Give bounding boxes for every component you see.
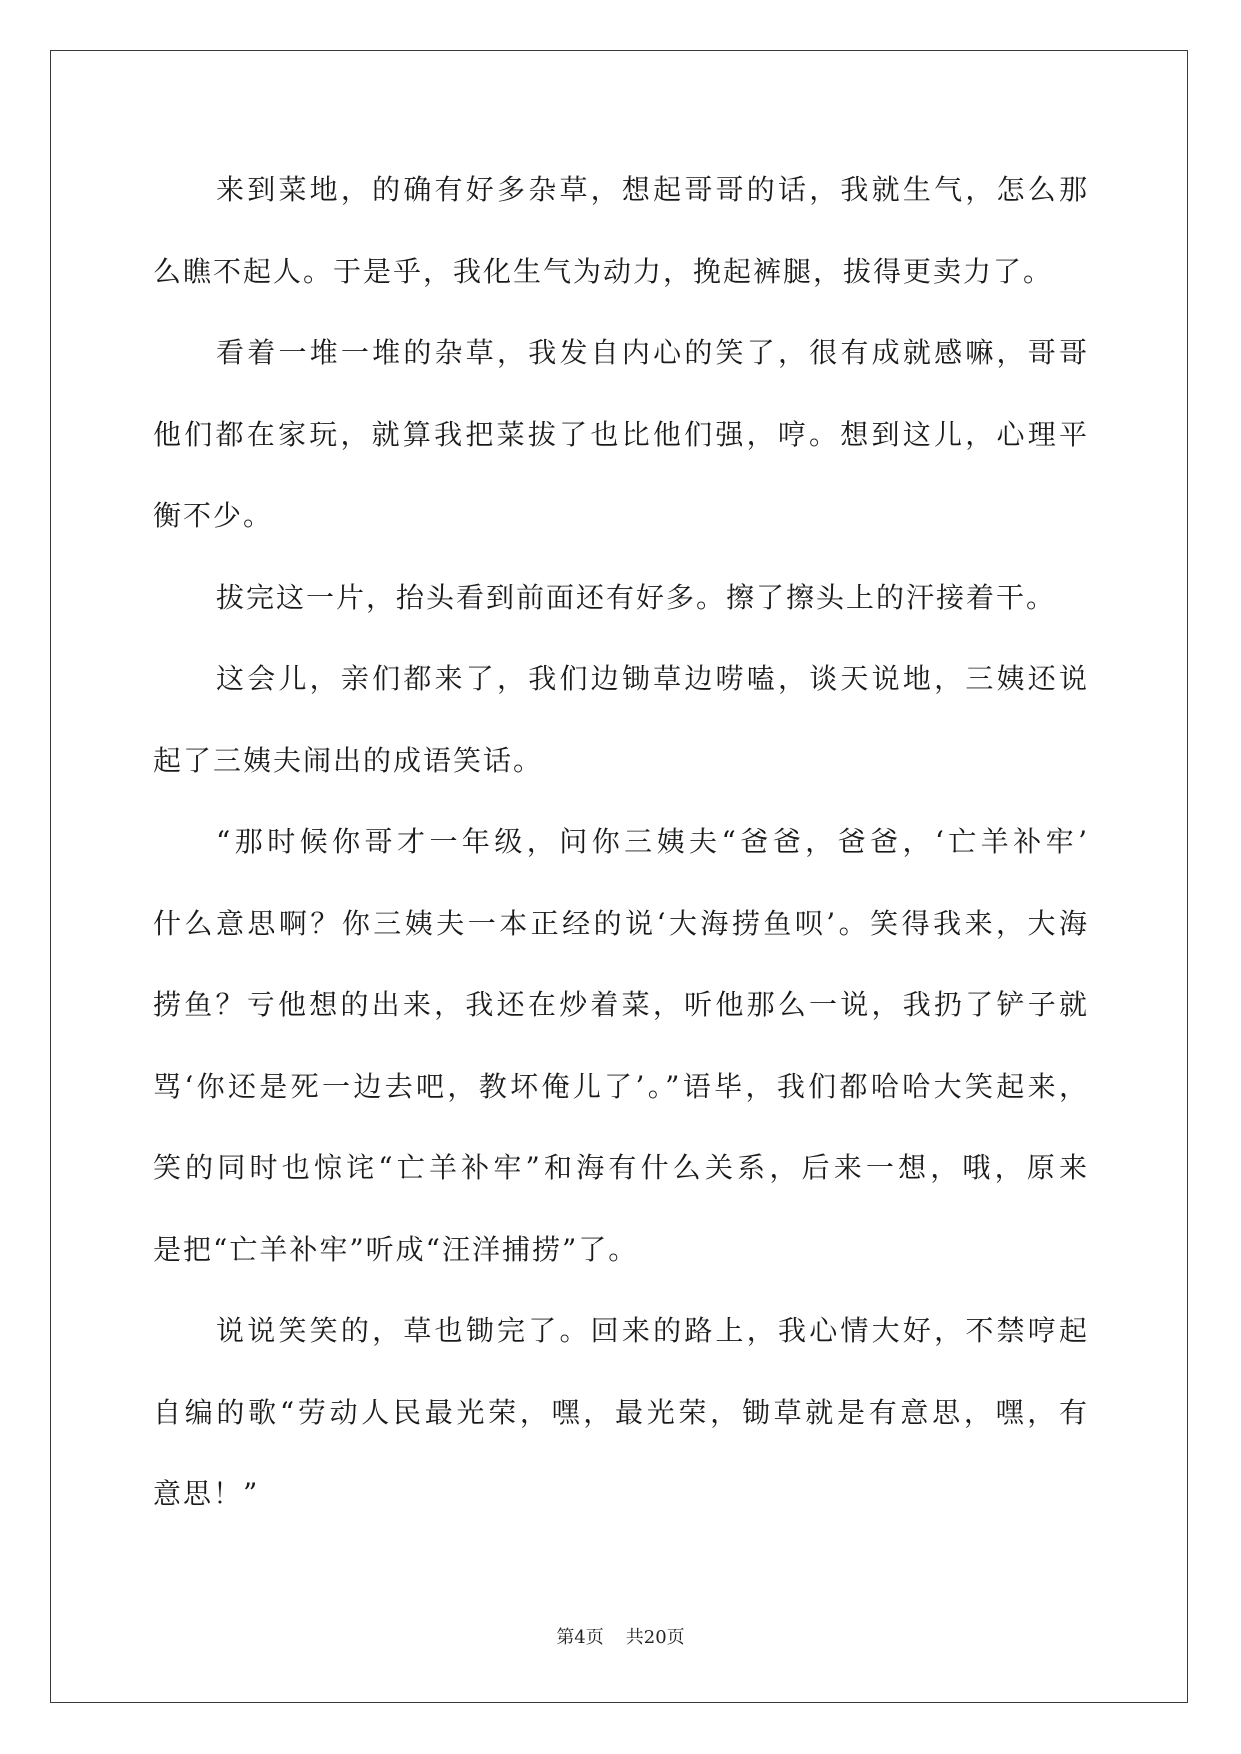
text-line: 捞鱼？亏他想的出来，我还在炒着菜，听他那么一说，我扔了铲子就 [153, 988, 1087, 1021]
paragraph [153, 801, 1087, 1290]
paragraph [153, 638, 1087, 801]
text-line: 看着一堆一堆的杂草，我发自内心的笑了，很有成就感嘛，哥哥 [216, 336, 1087, 369]
page-number: 第4页 [556, 1627, 604, 1648]
text-line: 什么意思啊？你三姨夫一本正经的说‘大海捞鱼呗’。笑得我来，大海 [153, 906, 1087, 940]
text-line: 衡不少。 [153, 499, 274, 532]
text-line: 是把“亡羊补牢”听成“汪洋捕捞”了。 [153, 1232, 639, 1266]
text-line: 骂‘你还是死一边去吧，教坏俺儿了’。”语毕，我们都哈哈大笑起来， [153, 1069, 1087, 1103]
text-line: “那时候你哥才一年级，问你三姨夫“爸爸，爸爸，‘亡羊补牢’ [216, 825, 1087, 858]
paragraph [153, 312, 1087, 557]
page-footer [0, 1626, 1241, 1650]
text-line: 他们都在家玩，就算我把菜拔了也比他们强，哼。想到这儿，心理平 [153, 417, 1087, 451]
text-line: 这会儿，亲们都来了，我们边锄草边唠嗑，谈天说地，三姨还说 [216, 662, 1087, 695]
paragraph [153, 149, 1087, 312]
paragraph [153, 1290, 1087, 1535]
document-body [153, 149, 1087, 1535]
text-line: 笑的同时也惊诧“亡羊补牢”和海有什么关系，后来一想，哦，原来 [153, 1151, 1087, 1184]
text-line: 起了三姨夫闹出的成语笑话。 [153, 743, 544, 777]
text-line: 说说笑笑的，草也锄完了。回来的路上，我心情大好，不禁哼起 [216, 1314, 1087, 1347]
text-line: 意思！” [153, 1477, 260, 1510]
page-total: 共20页 [625, 1627, 685, 1648]
text-line: 拔完这一片，抬头看到前面还有好多。擦了擦头上的汗接着干。 [216, 580, 1057, 614]
paragraph [153, 557, 1087, 639]
text-line: 么瞧不起人。于是乎，我化生气为动力，挽起裤腿，拔得更卖力了。 [153, 254, 1054, 288]
text-line: 自编的歌“劳动人民最光荣，嘿，最光荣，锄草就是有意思，嘿，有 [153, 1395, 1087, 1429]
text-line: 来到菜地，的确有好多杂草，想起哥哥的话，我就生气，怎么那 [216, 173, 1087, 206]
